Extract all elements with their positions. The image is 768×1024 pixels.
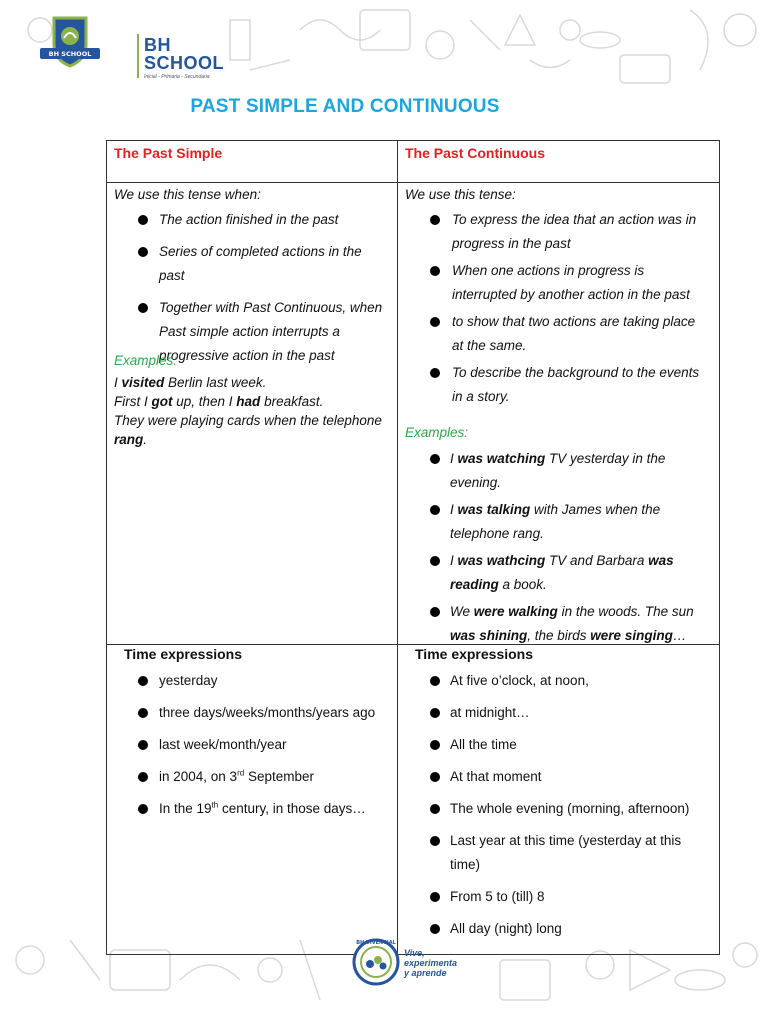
- text-run: TV and Barbara: [545, 553, 649, 568]
- text-run: up, then I: [172, 394, 237, 409]
- time-expression: [432, 829, 717, 877]
- emphasized-verb: were walking: [473, 604, 558, 619]
- bullet-dot-icon: [138, 215, 148, 225]
- bullet-dot-icon: [430, 556, 440, 566]
- emphasized-verb: reading: [450, 577, 499, 592]
- text-run: All the time: [450, 737, 517, 752]
- time-expression: [432, 885, 717, 909]
- emphasized-verb: was shining: [450, 628, 528, 643]
- time-expression: [140, 797, 390, 821]
- text-run: progressive action in the past: [159, 348, 335, 363]
- example-sentence: [114, 392, 394, 411]
- bullet-dot-icon: [138, 740, 148, 750]
- text-run: I: [450, 502, 458, 517]
- bullet-dot-icon: [430, 505, 440, 515]
- time-expression: [432, 917, 717, 941]
- past-continuous-examples: [432, 447, 717, 651]
- badge-slogan-2: experimenta: [404, 958, 458, 968]
- emphasized-verb: was: [648, 553, 674, 568]
- text-run: From 5 to (till) 8: [450, 889, 545, 904]
- logo-tagline: Inicial - Primaria - Secundaria: [144, 74, 210, 80]
- past-continuous-time-list: [432, 669, 717, 949]
- badge-slogan-3: y aprende: [404, 968, 447, 978]
- time-expression: [432, 669, 717, 693]
- school-crest-icon: [34, 14, 106, 70]
- text-run: Together with Past Continuous, when: [159, 300, 383, 315]
- past-continuous-heading: The Past Continuous: [405, 145, 545, 161]
- text-run: telephone rang.: [450, 526, 544, 541]
- text-run: At five o’clock, at noon,: [450, 673, 589, 688]
- emphasized-verb: was watching: [457, 451, 546, 466]
- text-run: with James when the: [530, 502, 661, 517]
- bullet-dot-icon: [430, 740, 440, 750]
- text-run: progress in the past: [452, 236, 571, 251]
- past-simple-time-list: [140, 669, 390, 829]
- column-divider: [397, 140, 398, 955]
- text-run: We: [450, 604, 474, 619]
- bullet-dot-icon: [138, 676, 148, 686]
- time-expression: [140, 733, 390, 757]
- text-run: past: [159, 268, 185, 283]
- time-expression: [140, 701, 390, 725]
- usage-bullet: [432, 208, 717, 256]
- text-run: th: [211, 800, 219, 810]
- text-run: three days/weeks/months/years ago: [159, 705, 376, 720]
- bullet-dot-icon: [138, 303, 148, 313]
- text-run: Last year at this time (yesterday at this: [450, 833, 682, 848]
- logo-line-school: SCHOOL: [144, 53, 225, 73]
- text-run: to show that two actions are taking place: [452, 314, 696, 329]
- text-run: At that moment: [450, 769, 542, 784]
- past-continuous-uses-list: [432, 208, 717, 412]
- text-run: Past simple action interrupts a: [159, 324, 340, 339]
- page-title: PAST SIMPLE AND CONTINUOUS: [190, 96, 500, 117]
- bullet-dot-icon: [138, 772, 148, 782]
- time-expression: [432, 765, 717, 789]
- time-expression: [140, 669, 390, 693]
- text-run: , the birds: [527, 628, 591, 643]
- emphasized-verb: had: [236, 394, 261, 409]
- past-simple-intro: We use this tense when:: [114, 187, 261, 202]
- text-run: September: [244, 769, 314, 784]
- past-simple-heading: The Past Simple: [114, 145, 223, 161]
- emphasized-verb: were singing: [590, 628, 673, 643]
- text-run: evening.: [450, 475, 502, 490]
- svg-text:BH SCHOOL: BH SCHOOL: [48, 50, 92, 58]
- text-run: To express the idea that an action was in: [452, 212, 697, 227]
- emphasized-verb: got: [151, 394, 173, 409]
- text-run: last week/month/year: [159, 737, 287, 752]
- text-run: rd: [237, 768, 245, 778]
- past-continuous-time-heading: Time expressions: [415, 646, 534, 662]
- text-run: in the woods. The sun: [557, 604, 694, 619]
- svg-text:BH VIVENCIAL: BH VIVENCIAL: [356, 940, 396, 946]
- bullet-dot-icon: [138, 247, 148, 257]
- example-sentence: [114, 373, 394, 392]
- emphasized-verb: rang: [114, 432, 144, 447]
- bullet-dot-icon: [430, 454, 440, 464]
- usage-bullet: [140, 208, 390, 232]
- past-simple-time-heading: Time expressions: [124, 646, 243, 662]
- text-run: I: [450, 553, 458, 568]
- bullet-dot-icon: [430, 607, 440, 617]
- badge-slogan-1: Vive,: [404, 948, 425, 958]
- text-run: in 2004, on 3: [159, 769, 238, 784]
- bullet-dot-icon: [138, 804, 148, 814]
- past-simple-examples: [114, 373, 394, 449]
- text-run: I: [450, 451, 458, 466]
- text-run: The action finished in the past: [159, 212, 339, 227]
- text-run: All day (night) long: [450, 921, 562, 936]
- example-sentence: [432, 600, 717, 648]
- logo-divider: [137, 34, 139, 78]
- text-run: .: [143, 432, 148, 447]
- past-simple-examples-label: Examples:: [114, 353, 178, 368]
- emphasized-verb: was talking: [457, 502, 531, 517]
- usage-bullet: [140, 240, 390, 288]
- bullet-dot-icon: [430, 708, 440, 718]
- emphasized-verb: was wathcing: [457, 553, 546, 568]
- bullet-dot-icon: [430, 215, 440, 225]
- text-run: …: [672, 628, 687, 643]
- time-expression: [432, 797, 717, 821]
- bullet-dot-icon: [430, 368, 440, 378]
- text-run: TV yesterday in the: [545, 451, 666, 466]
- usage-bullet: [432, 259, 717, 307]
- text-run: breakfast.: [260, 394, 324, 409]
- text-run: a book.: [498, 577, 547, 592]
- bh-vivencial-badge: [352, 928, 472, 998]
- text-run: I: [114, 375, 122, 390]
- text-run: at midnight…: [450, 705, 530, 720]
- example-sentence: [432, 549, 717, 597]
- text-run: Series of completed actions in the: [159, 244, 362, 259]
- text-run: yesterday: [159, 673, 218, 688]
- past-simple-uses-list: [140, 208, 390, 376]
- text-run: interrupted by another action in the past: [452, 287, 690, 302]
- emphasized-verb: visited: [121, 375, 165, 390]
- text-run: In the 19: [159, 801, 212, 816]
- bullet-dot-icon: [430, 266, 440, 276]
- example-sentence: [114, 430, 394, 449]
- time-expression: [432, 701, 717, 725]
- bullet-dot-icon: [430, 836, 440, 846]
- example-sentence: [432, 447, 717, 495]
- time-expression: [432, 733, 717, 757]
- usage-bullet: [140, 296, 390, 368]
- usage-bullet: [432, 310, 717, 358]
- bullet-dot-icon: [430, 892, 440, 902]
- text-run: at the same.: [452, 338, 527, 353]
- text-run: time): [450, 857, 480, 872]
- text-run: Berlin last week.: [164, 375, 267, 390]
- usage-bullet: [432, 361, 717, 409]
- example-sentence: [114, 411, 394, 430]
- bullet-dot-icon: [430, 676, 440, 686]
- bullet-dot-icon: [430, 804, 440, 814]
- logo-line-bh: BH: [144, 35, 171, 55]
- text-run: They were playing cards when the telephone: [114, 413, 382, 428]
- example-sentence: [432, 498, 717, 546]
- text-run: When one actions in progress is: [452, 263, 645, 278]
- bullet-dot-icon: [138, 708, 148, 718]
- school-logo: [34, 14, 225, 80]
- text-run: To describe the background to the events: [452, 365, 700, 380]
- text-run: in a story.: [452, 389, 510, 404]
- text-run: The whole evening (morning, afternoon): [450, 801, 690, 816]
- time-expression: [140, 765, 390, 789]
- text-run: century, in those days…: [218, 801, 366, 816]
- row-divider-header: [106, 182, 720, 183]
- bullet-dot-icon: [430, 317, 440, 327]
- past-continuous-intro: We use this tense:: [405, 187, 516, 202]
- bullet-dot-icon: [430, 772, 440, 782]
- past-continuous-examples-label: Examples:: [405, 425, 469, 440]
- text-run: First I: [114, 394, 152, 409]
